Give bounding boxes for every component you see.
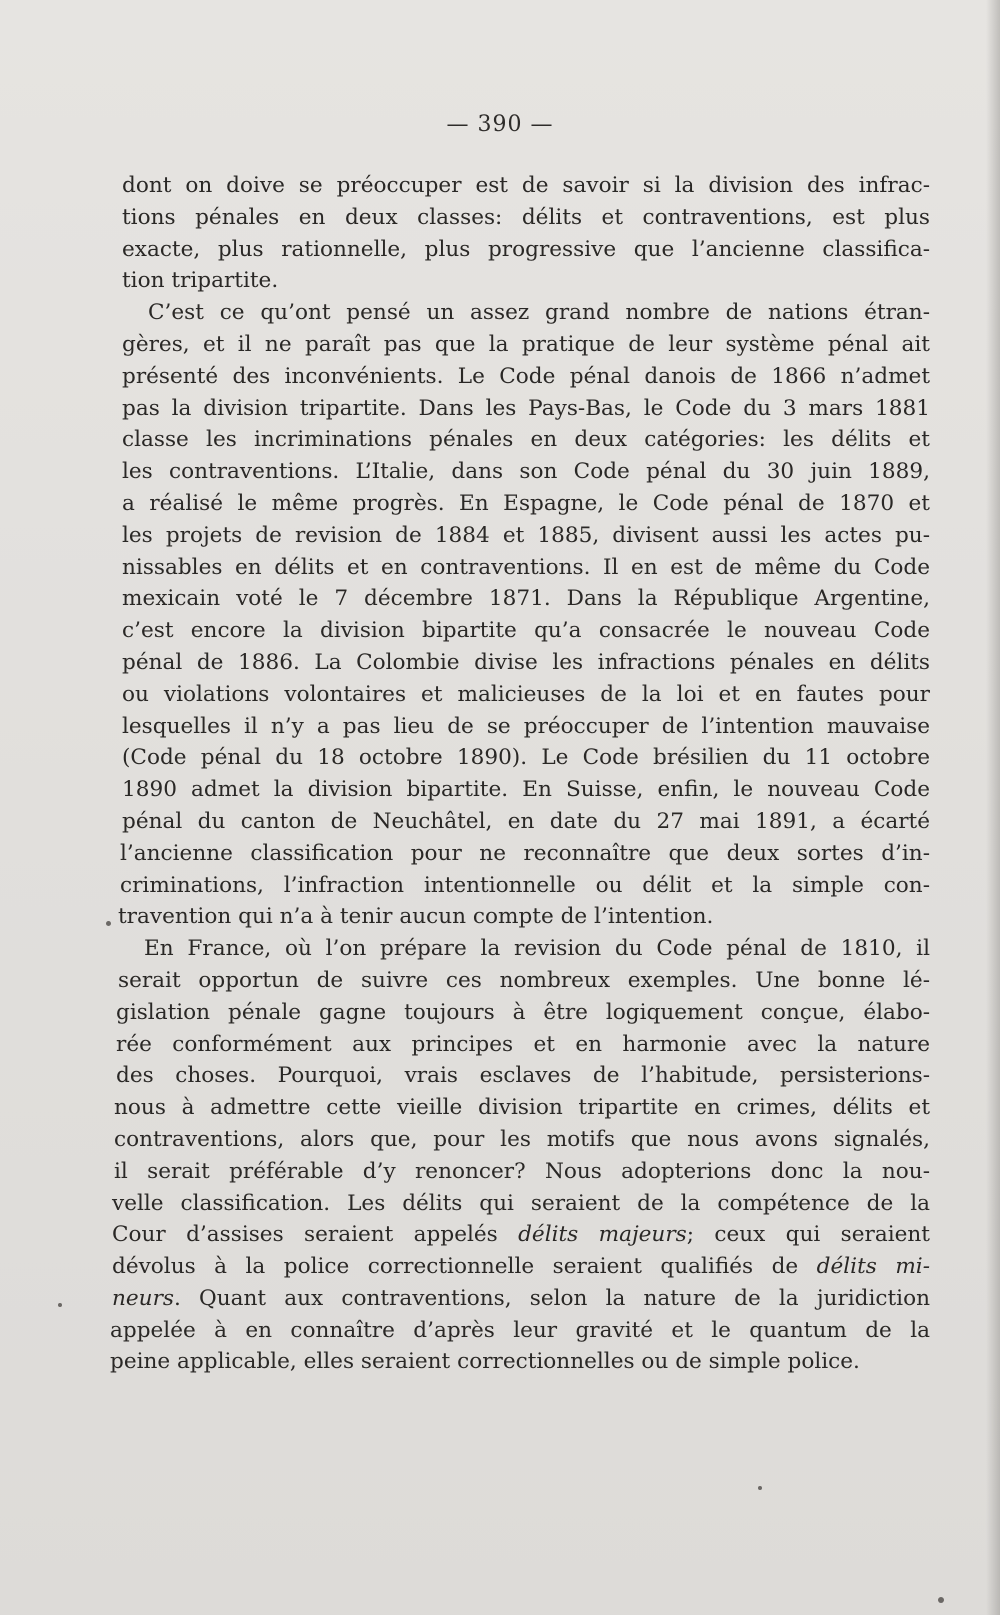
text-line: il serait préférable d’y renoncer? Nous adopterions donc la nou- (114, 1158, 930, 1184)
text-line: les projets de revision de 1884 et 1885, divisent aussi les actes pu- (122, 522, 930, 548)
text-line: serait opportun de suivre ces nombreux exemples. Une bonne lé- (118, 967, 930, 993)
text-segment: Cour d’assises seraient appelés (112, 1222, 519, 1248)
text-segment: dévolus à la police correctionnelle seraient qualifiés de (112, 1254, 817, 1280)
paper-speck (58, 1303, 62, 1307)
text-line: pénal du canton de Neuchâtel, en date du 27 mai 1891, a écarté (122, 808, 930, 834)
text-line: nissables en délits et en contraventions. Il en est de même du Code (122, 554, 930, 580)
italic-term: neurs (112, 1285, 174, 1311)
text-line: lesquelles il n’y a pas lieu de se préoccuper de l’intention mauvaise (122, 713, 930, 739)
text-line: gislation pénale gagne toujours à être logiquement conçue, élabo- (116, 999, 930, 1025)
text-line: ou violations volontaires et malicieuses de la loi et en fautes pour (122, 681, 930, 707)
text-line: pénal de 1886. La Colombie divise les infractions pénales en délits (122, 649, 930, 675)
paper-speck (106, 921, 111, 926)
text-line: pas la division tripartite. Dans les Pays-Bas, le Code du 3 mars 1881 (122, 395, 930, 421)
text-line: a réalisé le même progrès. En Espagne, le Code pénal de 1870 et (122, 490, 930, 516)
text-line (112, 1251, 930, 1283)
text-line: contraventions, alors que, pour les motifs que nous avons signalés, (114, 1126, 930, 1152)
text-line: des choses. Pourquoi, vrais esclaves de l’habitude, persisterions- (116, 1063, 930, 1089)
text-line: travention qui n’a à tenir aucun compte de l’intention. (118, 904, 714, 930)
text-line: (Code pénal du 18 octobre 1890). Le Code brésilien du 11 octobre (122, 745, 930, 771)
text-line: En France, où l’on prépare la revision du Code pénal de 1810, il (144, 936, 930, 962)
text-line: 1890 admet la division bipartite. En Suisse, enfin, le nouveau Code (122, 777, 930, 803)
italic-term: délits majeurs (518, 1222, 687, 1248)
text-line: velle classification. Les délits qui seraient de la compétence de la (112, 1190, 930, 1216)
text-line: c’est encore la division bipartite qu’a consacrée le nouveau Code (122, 618, 930, 644)
text-line: l’ancienne classification pour ne reconnaître que deux sortes d’in- (120, 840, 930, 866)
paper-speck (758, 1486, 762, 1490)
text-line: criminations, l’infraction intentionnelle ou délit et la simple con- (120, 872, 930, 898)
text-line: exacte, plus rationnelle, plus progressive que l’ancienne classifica- (122, 236, 930, 262)
text-line: tion tripartite. (122, 268, 279, 294)
paper-speck (938, 1597, 944, 1603)
text-segment: ; ceux qui seraient (686, 1222, 930, 1248)
text-line: appelée à en connaître d’après leur gravité et le quantum de la (110, 1317, 930, 1343)
page-edge-shadow (986, 0, 1000, 1615)
text-line (112, 1219, 930, 1251)
text-line: tions pénales en deux classes: délits et contraventions, est plus (122, 204, 930, 230)
text-line: présenté des inconvénients. Le Code pénal danois de 1866 n’admet (122, 363, 930, 389)
text-line: classe les incriminations pénales en deux catégories: les délits et (122, 427, 930, 453)
text-line (112, 1283, 930, 1315)
text-line: peine applicable, elles seraient correctionnelles ou de simple police. (110, 1349, 860, 1375)
italic-term: délits mi- (816, 1254, 931, 1280)
page-number: — 390 — (446, 112, 554, 137)
text-line: nous à admettre cette vieille division tripartite en crimes, délits et (114, 1095, 930, 1121)
text-segment: . Quant aux contraventions, selon la nature de la juridiction (174, 1285, 930, 1311)
text-line: dont on doive se préoccuper est de savoir si la division des infrac- (122, 173, 930, 198)
text-line: gères, et il ne paraît pas que la pratique de leur système pénal ait (122, 331, 930, 357)
text-line: C’est ce qu’ont pensé un assez grand nombre de nations étran- (148, 300, 930, 326)
text-line: rée conformément aux principes et en harmonie avec la nature (116, 1031, 930, 1057)
body-text (110, 170, 931, 1378)
text-line: mexicain voté le 7 décembre 1871. Dans la République Argentine, (122, 586, 930, 612)
text-line: les contraventions. L’Italie, dans son Code pénal du 30 juin 1889, (122, 459, 930, 485)
